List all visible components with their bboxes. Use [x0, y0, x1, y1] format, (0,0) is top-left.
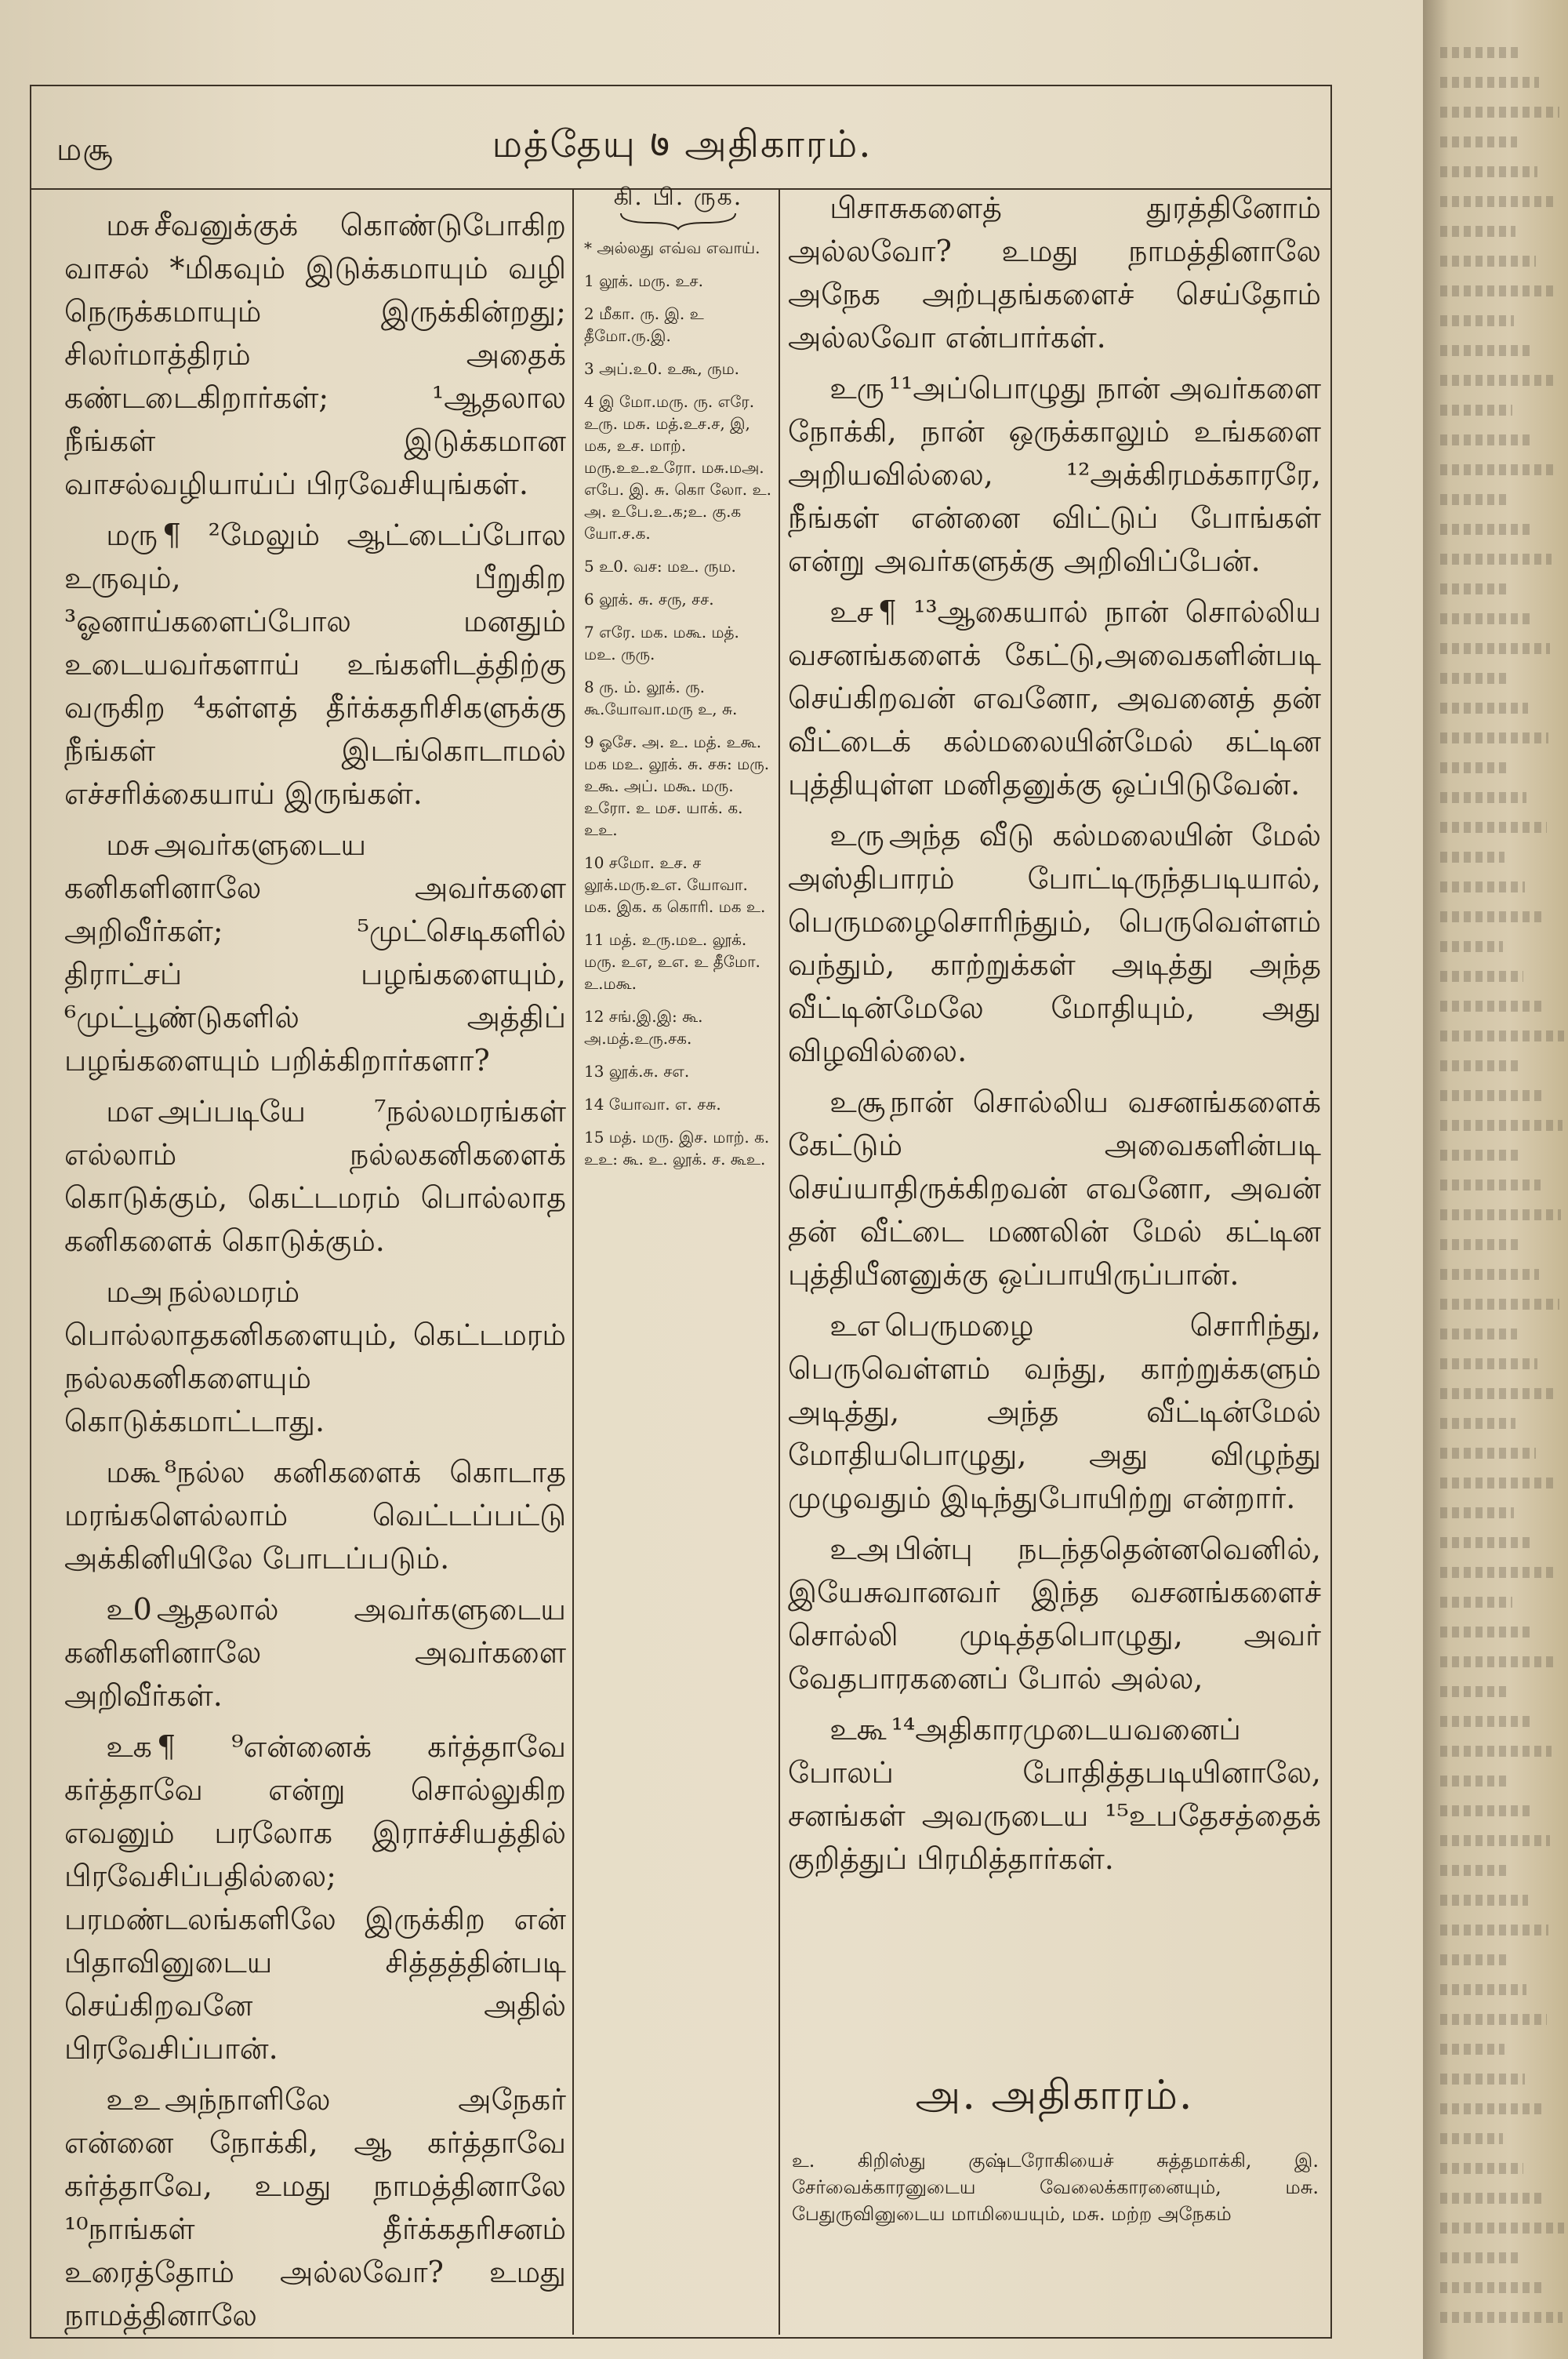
verse — [788, 367, 1321, 583]
next-page-text-line — [1440, 1537, 1534, 1548]
next-page-text-line — [1440, 464, 1553, 475]
verse-text: நான் சொல்லிய வசனங்களைக் கேட்டும் அவைகளின்படி செய்யாதிருக்கிறவன் எவனோ, அவன் தன் வீட்டை மணலின் மேல் கட்டின புத்தியீனனுக்கு ஒப்பாயிருப்பான். — [788, 1085, 1321, 1292]
verse-number: உஎ — [829, 1308, 880, 1343]
next-page-text-line — [1440, 1507, 1514, 1518]
verse-text: ¶ ²மேலும் ஆட்டைப்போல உருவும், பீறுகிற ³ஓனாய்களைப்போல மனதும் உடையவர்களாய் உங்களிடத்திற்கு வருகிற ⁴கள்ளத் தீர்க்கதரிசிகளுக்கு நீங்கள் இடங்கொடாமல் எச்சரிக்கையாய் இருங்கள். — [64, 518, 566, 811]
next-page-text-line — [1440, 613, 1530, 624]
verse-text: சீவனுக்குக் கொண்டுபோகிற வாசல் *மிகவும் இடுக்கமாயும் வழி நெருக்கமாயும் இருக்கின்றது; சிலர்மாத்திரம் அதைக் கண்டடைகிறார்கள்; ¹ஆதலால நீங்கள் இடுக்கமான வாசல்வழியாய்ப் பிரவேசியுங்கள். — [64, 208, 566, 501]
reference-note: 5 உ0. வச: மஉ. ரும. — [584, 557, 736, 576]
verse-text: பின்பு நடந்ததென்னவெனில், இயேசுவானவர் இந்த வசனங்களைச் சொல்லி முடித்தபொழுது, அவர் வேதபாரகனைப் போல் அல்ல, — [788, 1532, 1321, 1696]
next-page-text-line — [1440, 2163, 1523, 2174]
verse — [788, 1708, 1321, 1881]
next-page-text-line — [1440, 524, 1531, 535]
next-page-edge — [1423, 0, 1568, 2359]
verse-number: உச — [829, 594, 873, 629]
next-page-text-line — [1440, 77, 1539, 88]
next-page-text-line — [1440, 1895, 1528, 1906]
next-page-text-line — [1440, 1418, 1515, 1429]
next-page-text-line — [1440, 1209, 1561, 1220]
verse — [64, 1588, 566, 1717]
verse — [64, 1725, 566, 2070]
reference-note: 7 எரே. மக. மகூ. மத். மஉ. ருரு. — [584, 623, 739, 663]
next-page-text-line — [1440, 583, 1509, 594]
reference-note: 4 இ மோ.மரு. ரு. எரே. உரு. மசு. மத்.உச.ச, இ, மக, உச. மாற். மரு.உஉ.உரோ. மசு.மஅ. எபே. இ. சு. கொ லோ. உ. அ. உபே.உ.க;உ. கு.க யோ.ச.க. — [584, 392, 771, 543]
next-page-text-line — [1440, 1358, 1537, 1369]
next-page-text-line — [1440, 136, 1517, 147]
reference-note: 15 மத். மரு. இச. மாற். க. உஉ: கூ. உ. லூக். ச. கூஉ. — [584, 1128, 770, 1169]
verse-text: ¹¹அப்பொழுது நான் அவர்களை நோக்கி, நான் ஒருக்காலும் உங்களை அறியவில்லை, ¹²அக்கிரமக்காரரே, நீங்கள் என்னை விட்டுப் போங்கள் என்று அவர்களுக்கு அறிவிப்பேன். — [788, 371, 1321, 578]
verse-number: உசூ — [829, 1085, 886, 1119]
next-page-text-line — [1440, 1656, 1553, 1667]
reference-note: 14 யோவா. எ. சசு. — [584, 1095, 721, 1114]
verse — [64, 1451, 566, 1580]
next-page-text-line — [1440, 1805, 1530, 1816]
next-page-text-line — [1440, 1329, 1517, 1339]
next-page-text-line — [1440, 1597, 1512, 1608]
next-page-text-line — [1440, 732, 1548, 743]
verse-text: அந்த வீடு கல்மலையின் மேல் அஸ்திபாரம் போட்டிருந்தபடியால், பெருமழைசொரிந்தும், பெருவெள்ளம் வந்தும், காற்றுக்கள் அடித்து அந்த வீட்டின்மேலே மோதியும், அது விழவில்லை. — [788, 818, 1321, 1068]
next-page-text-line — [1440, 226, 1515, 237]
next-page-text-line — [1440, 881, 1525, 892]
verse-number: மரு — [106, 518, 158, 552]
verse-number: உஅ — [829, 1532, 890, 1566]
next-page-text-line — [1440, 2282, 1542, 2293]
reference-note: 9 ஓசே. அ. உ. மத். உகூ. மக மஉ. லூக். சு. சசு: மரு. உகூ. அப். மகூ. மரு. உரோ. உ மச. யாக். க. உஉ. — [584, 732, 770, 839]
references-column — [584, 184, 772, 1181]
verse — [64, 823, 566, 1082]
verse-text: ¶ ¹³ஆகையால் நான் சொல்லிய வசனங்களைக் கேட்டு,அவைகளின்படி செய்கிறவன் எவனோ, அவனைத் தன் வீட்டைக் கல்மலையின்மேல் கட்டின புத்தியுள்ள மனிதனுக்கு ஒப்பிடுவேன். — [788, 594, 1321, 801]
reference-note: * அல்லது எவ்வ எவாய். — [584, 238, 760, 257]
reference-note: 6 லூக். சு. சரு, சச. — [584, 590, 714, 609]
next-page-text-line — [1440, 643, 1550, 654]
verse — [788, 591, 1321, 806]
verse-number: மஎ — [106, 1094, 154, 1129]
verse-number: உரு — [829, 371, 884, 405]
next-page-text-line — [1440, 2193, 1544, 2204]
verse — [64, 514, 566, 816]
verse-number: மகூ — [106, 1455, 160, 1489]
next-page-text-line — [1440, 1448, 1536, 1459]
verse — [788, 187, 1321, 359]
verse-number: உஉ — [106, 2082, 161, 2117]
reference-note: 3 அப்.உ0. உகூ, ரும. — [584, 359, 740, 378]
next-page-text-line — [1440, 1269, 1539, 1280]
next-page-text-line — [1440, 1954, 1506, 1965]
page-number: மசூ — [56, 132, 114, 168]
verse — [788, 1528, 1321, 1700]
next-page-text-line — [1440, 2044, 1504, 2055]
next-page-text-line — [1440, 1776, 1509, 1787]
verse — [788, 1304, 1321, 1520]
reference-note: 11 மத். உரு.மஉ. லூக். மரு. உஎ, உஎ. உ தீமோ. உ.மகூ. — [584, 930, 760, 993]
next-page-text-line — [1440, 2312, 1563, 2323]
next-page-text-line — [1440, 1060, 1522, 1071]
verse-text: ⁸நல்ல கனிகளைக் கொடாத மரங்களெல்லாம் வெட்டப்பட்டு அக்கினியிலே போடப்படும். — [64, 1455, 566, 1576]
verse-number: உகூ — [829, 1712, 887, 1747]
next-page-text-line — [1440, 2074, 1525, 2085]
next-page-text-line — [1440, 1835, 1550, 1846]
next-page-text-line — [1440, 2103, 1545, 2114]
next-page-text-line — [1440, 703, 1528, 714]
next-page-text-line — [1440, 1865, 1508, 1876]
brace-ornament — [619, 210, 737, 231]
next-page-text-line — [1440, 494, 1511, 505]
next-page-text-line — [1440, 2223, 1564, 2234]
reference-note: 13 லூக்.சு. சஎ. — [584, 1062, 690, 1081]
next-page-text-line — [1440, 1120, 1563, 1131]
next-page-text-line — [1440, 1030, 1564, 1041]
references-heading: கி. பி. ருக. — [613, 184, 743, 211]
running-head: மத்தேயு ७ அதிகாரம். — [492, 122, 873, 166]
verse-text: ஆதலால் அவர்களுடைய கனிகளினாலே அவர்களை அறிவீர்கள். — [64, 1592, 566, 1713]
next-page-text-line — [1440, 1984, 1526, 1995]
next-page-text-line — [1440, 554, 1552, 565]
chapter-summary: உ. கிறிஸ்து குஷ்டரோகியைச் சுத்தமாக்கி, இ. சேர்வைக்காரனுடைய வேலைக்காரனையும், மசு. பேதுருவினுடைய மாமியையும், மசு. மற்ற அநேகம் — [792, 2150, 1319, 2225]
next-page-text-line — [1440, 1627, 1533, 1637]
next-page-text-line — [1440, 1567, 1555, 1578]
verse-text: நல்லமரம் பொல்லாதகனிகளையும், கெட்டமரம் நல்லகனிகளையும் கொடுக்கமாட்டாது. — [64, 1274, 566, 1438]
column-rule-left — [572, 190, 574, 2335]
verse-number: உ0 — [106, 1592, 152, 1627]
next-page-text-line — [1440, 1150, 1520, 1161]
verse-number: மசு — [106, 208, 150, 242]
next-page-text-line — [1440, 911, 1545, 922]
next-page-text-line — [1440, 1388, 1558, 1399]
verse — [64, 204, 566, 506]
next-page-text-line — [1440, 852, 1504, 863]
next-page-text-line — [1440, 1180, 1541, 1190]
next-page-text-line — [1440, 47, 1519, 58]
reference-note: 12 சங்.இ.இ: கூ. அ.மத்.உரு.சக. — [584, 1007, 703, 1048]
verse-number: உரு — [829, 818, 884, 852]
next-page-text-line — [1440, 196, 1558, 207]
next-page-text-line — [1440, 822, 1547, 833]
next-page-text-line — [1440, 941, 1503, 952]
next-page-text-line — [1440, 375, 1555, 386]
verse-number: உக — [106, 1729, 152, 1764]
next-page-text-line — [1440, 434, 1533, 445]
next-page-text-line — [1440, 792, 1526, 803]
next-page-text-line — [1440, 2133, 1503, 2144]
next-page-text-line — [1440, 1746, 1552, 1757]
reference-note: 8 ரு. ம். லூக். ரு. கூ.யோவா.மரு உ, சு. — [584, 678, 738, 718]
right-column — [788, 187, 1321, 1888]
next-page-text-line — [1440, 2014, 1547, 2025]
reference-note: 2 மீகா. ரு. இ. உ தீமோ.ரு.இ. — [584, 304, 704, 345]
next-page-text-line — [1440, 256, 1536, 267]
verse-number: மசு — [106, 827, 150, 862]
next-page-text-line — [1440, 673, 1508, 684]
next-page-text-line — [1440, 1686, 1511, 1697]
verse-text: அப்படியே ⁷நல்லமரங்கள் எல்லாம் நல்லகனிகளைக் கொடுக்கும், கெட்டமரம் பொல்லாத கனிகளைக் கொடுக்கும். — [64, 1094, 566, 1258]
next-page-text-line — [1440, 1239, 1519, 1250]
verse-text: ¶ ⁹என்னைக் கர்த்தாவே கர்த்தாவே என்று சொல்லுகிற எவனும் பரலோக இராச்சியத்தில் பிரவேசிப்பதில்லை; பரமண்டலங்களிலே இருக்கிற என் பிதாவினுடைய சித்தத்தின்படி செய்கிறவனே அதில் பிரவேசிப்பான். — [64, 1729, 566, 2066]
verse-number: மஅ — [106, 1274, 163, 1309]
verse — [64, 1090, 566, 1263]
reference-note: 10 சமோ. உச. ச லூக்.மரு.உஎ. யோவா. மக. இக. க கொரி. மக உ. — [584, 853, 766, 916]
next-page-text-line — [1440, 1001, 1544, 1012]
verse — [64, 2078, 566, 2337]
verse-text: ¹⁴அதிகாரமுடையவனைப் போலப் போதித்தபடியினாலே, சனங்கள் அவருடைய ¹⁵உபதேசத்தைக் குறித்துப் பிரமித்தார்கள். — [788, 1712, 1321, 1876]
reference-note: 1 லூக். மரு. உச. — [584, 271, 703, 290]
verse — [788, 1081, 1321, 1296]
verse-text: பிசாசுகளைத் துரத்தினோம் அல்லவோ? உமது நாமத்தினாலே அநேக அற்புதங்களைச் செய்தோம் அல்லவோ என்பார்கள். — [788, 191, 1321, 354]
next-page-text-line — [1440, 971, 1523, 982]
next-page-text-line — [1440, 405, 1512, 416]
verse — [64, 1270, 566, 1443]
next-page-text-line — [1440, 315, 1514, 326]
next-page-text-line — [1440, 2252, 1522, 2263]
column-rule-right — [779, 190, 780, 2335]
left-column — [64, 204, 566, 2345]
next-page-text-line — [1440, 1478, 1556, 1488]
next-page-text-line — [1440, 1716, 1531, 1727]
next-page-text-line — [1440, 1090, 1542, 1101]
references-list — [584, 237, 772, 1170]
next-page-text-line — [1440, 1299, 1559, 1310]
verse — [788, 814, 1321, 1073]
next-page-text-line — [1440, 285, 1556, 296]
next-page-text-line — [1440, 1925, 1548, 1936]
chapter-heading: அ. அதிகாரம். — [915, 2072, 1194, 2119]
verse-text: அந்நாளிலே அநேகர் என்னை நோக்கி, ஆ கர்த்தாவே கர்த்தாவே, உமது நாமத்தினாலே ¹⁰நாங்கள் தீர்க்கதரிசனம் உரைத்தோம் அல்லவோ? உமது நாமத்தினாலே — [64, 2082, 566, 2332]
next-page-text-line — [1440, 166, 1537, 177]
verse-text: பெருமழை சொரிந்து, பெருவெள்ளம் வந்து, காற்றுக்களும் அடித்து, அந்த வீட்டின்மேல் மோதியபொழுது, அது விழுந்து முழுவதும் இடிந்துபோயிற்று என்றார். — [788, 1308, 1321, 1515]
verse-text: அவர்களுடைய கனிகளினாலே அவர்களை அறிவீர்கள்; ⁵முட்செடிகளில் திராட்சப் பழங்களையும், ⁶முட்பூண்டுகளில் அத்திப் பழங்களையும் பறிக்கிறார்களா? — [64, 827, 566, 1078]
next-page-text-line — [1440, 345, 1534, 356]
next-page-text-line — [1440, 762, 1506, 773]
next-page-text-line — [1440, 107, 1559, 118]
